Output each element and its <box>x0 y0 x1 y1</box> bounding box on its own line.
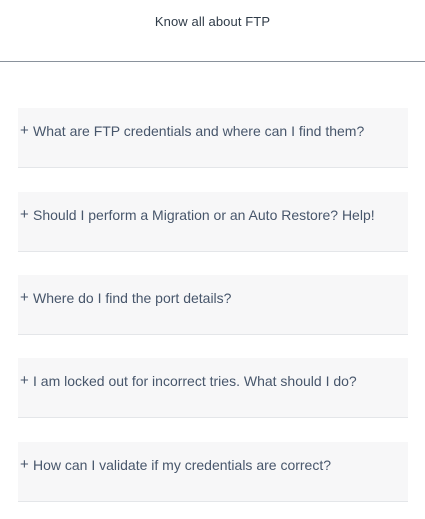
plus-icon: + <box>20 206 29 223</box>
faq-question: Should I perform a Migration or an Auto Restore? Help! <box>33 207 375 223</box>
faq-question: Where do I find the port details? <box>33 290 232 306</box>
faq-item-port-details[interactable] <box>18 275 408 335</box>
page-header <box>0 0 425 62</box>
plus-icon: + <box>20 456 29 473</box>
plus-icon: + <box>20 372 29 389</box>
plus-icon: + <box>20 289 29 306</box>
faq-item-locked-out[interactable] <box>18 358 408 418</box>
faq-item-validate-credentials[interactable] <box>18 442 408 502</box>
page-title: Know all about FTP <box>154 14 271 29</box>
faq-item-migration-or-restore[interactable] <box>18 192 408 252</box>
faq-question: What are FTP credentials and where can I find them? <box>33 123 365 139</box>
plus-icon: + <box>20 122 29 139</box>
faq-question: I am locked out for incorrect tries. What should I do? <box>33 373 357 389</box>
faq-question: How can I validate if my credentials are correct? <box>33 457 332 473</box>
faq-item-ftp-credentials[interactable] <box>18 108 408 168</box>
